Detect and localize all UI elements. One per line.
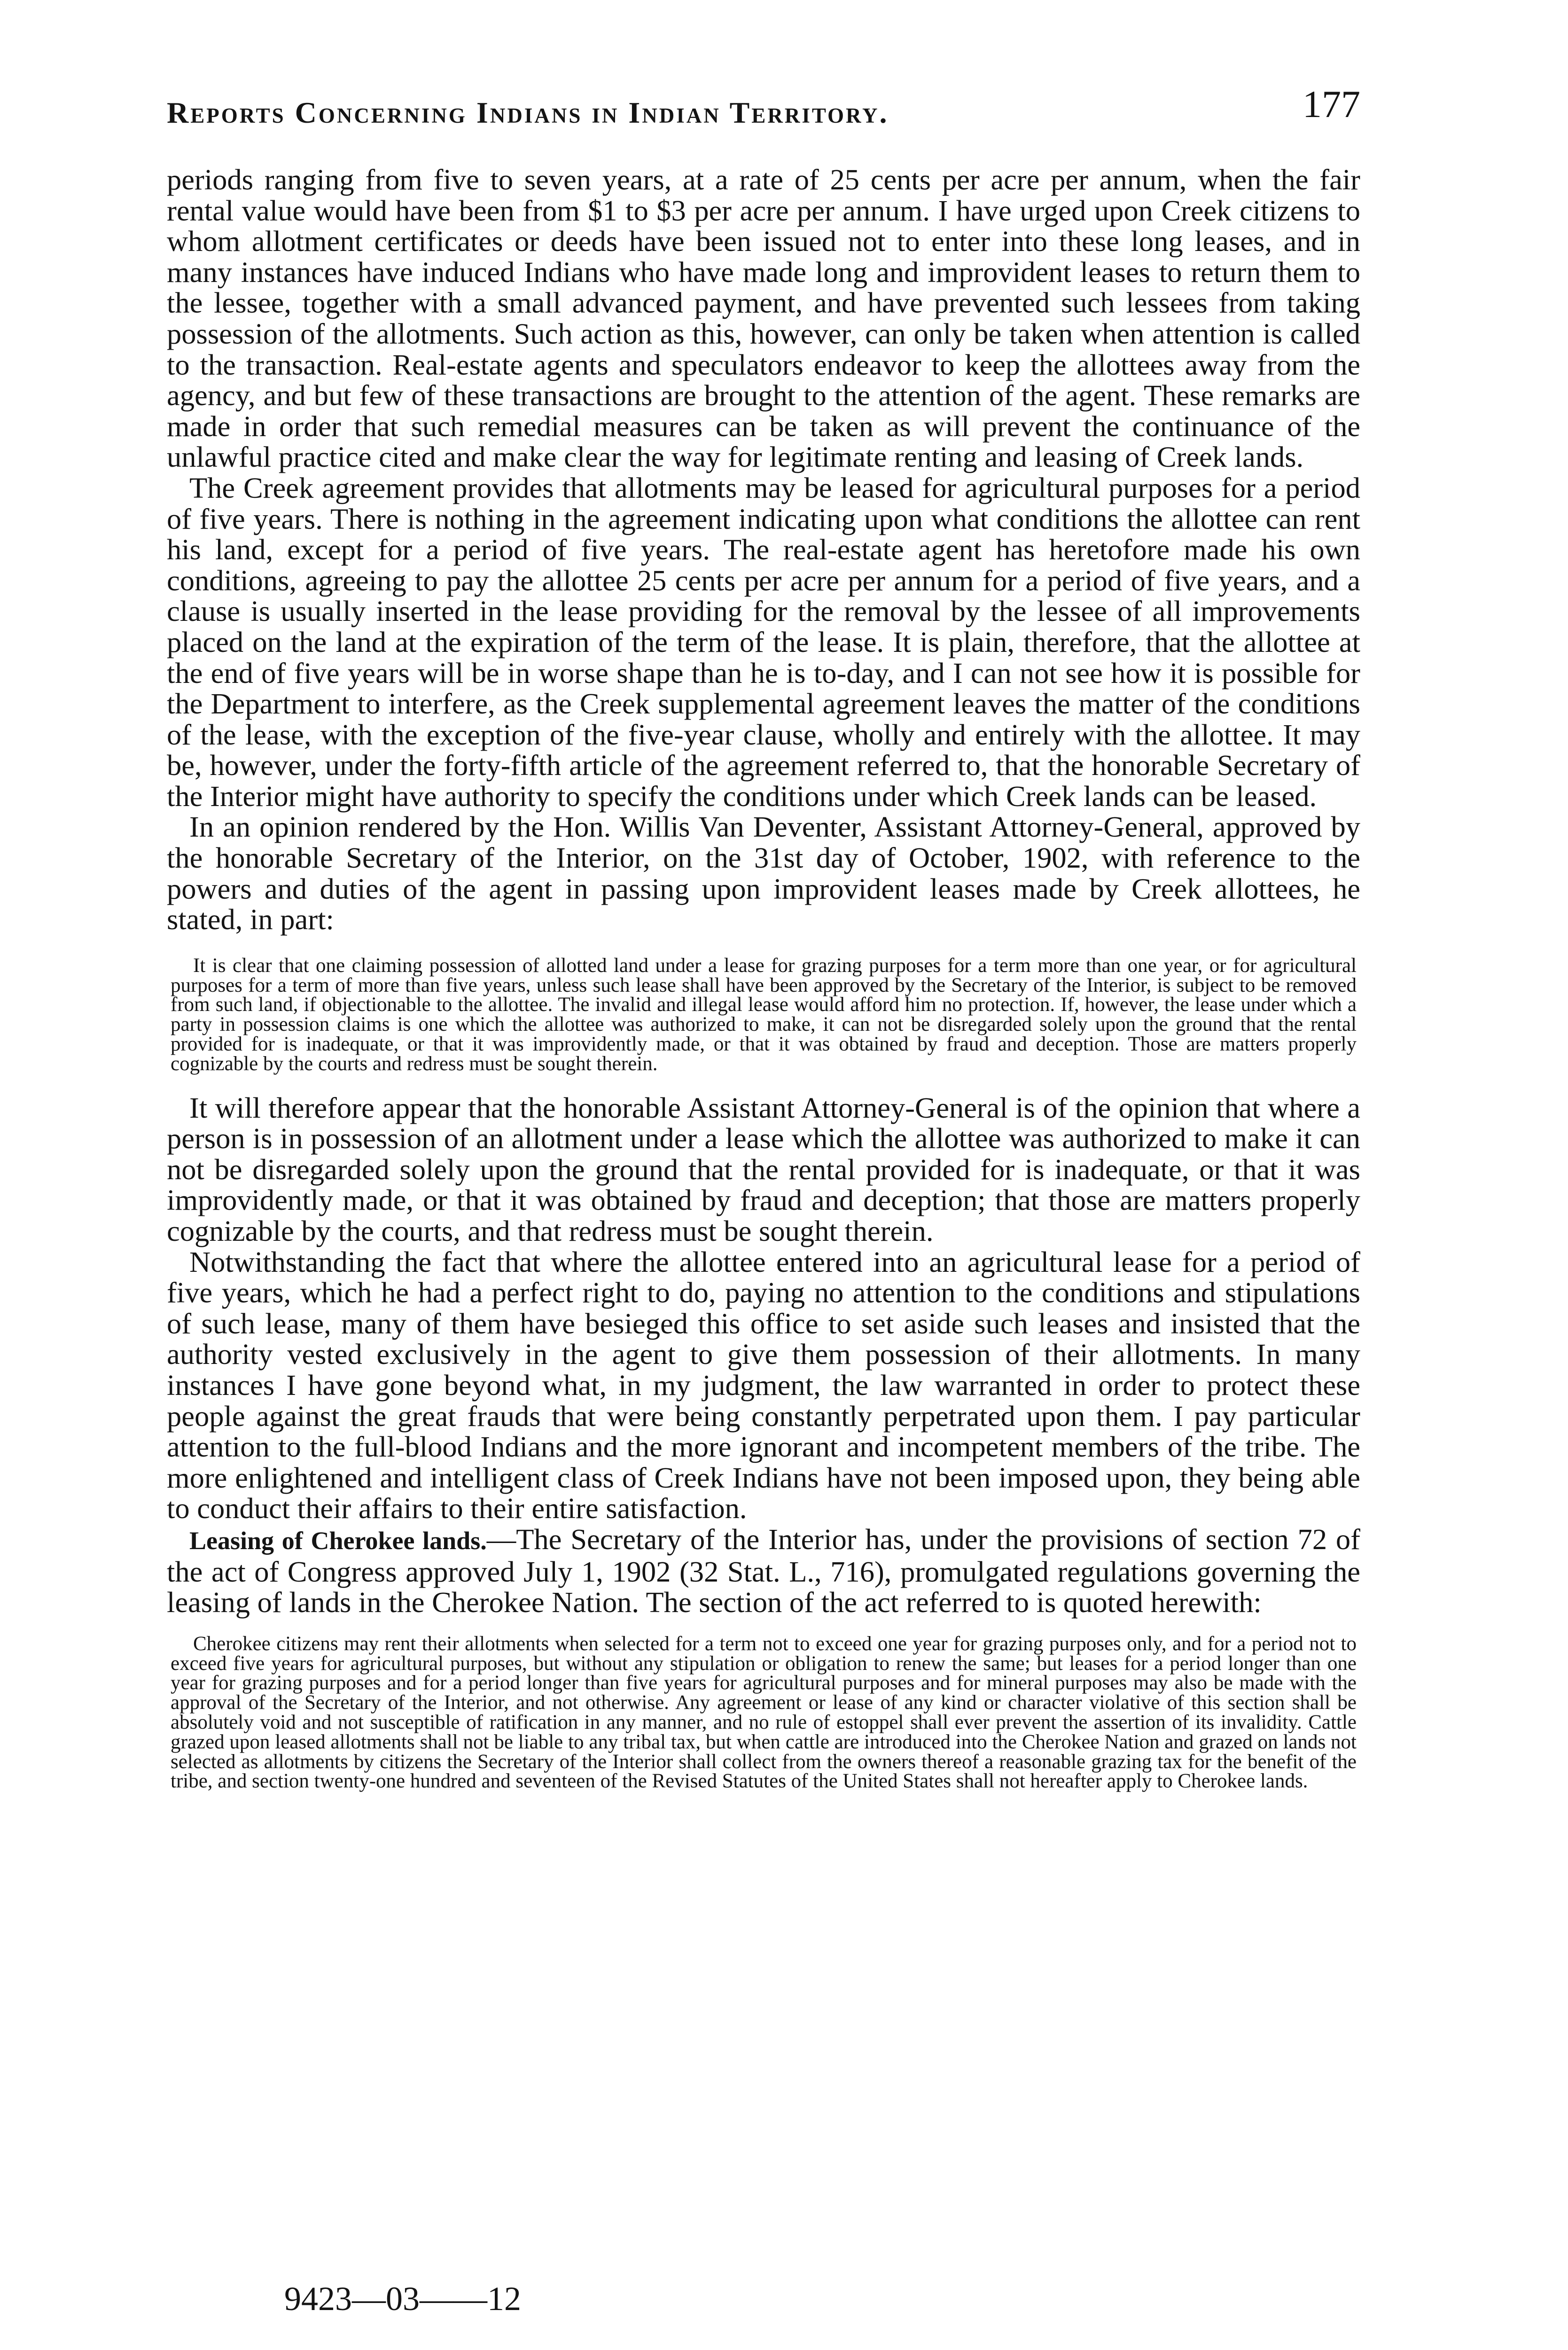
paragraph-notwithstanding: Notwithstanding the fact that where the allottee entered into an agricultural lease for a period of five years, which he had a perfect right to do, paying no attention to the conditions and stipulations of such lease, many of them have besieged this office to set aside such leases and insisted that the authority vested exclusively in the agent to give them possession of their allotments. In many instances I have gone beyond what, in my judgment, the law warranted in order to protect these people against the great frauds that were being constantly perpetrated upon them. I pay particular attention to the full-blood Indians and the more ignorant and incompetent members of the tribe. The more enlightened and intelligent class of Creek Indians have not been imposed upon, they being able to conduct their affairs to their entire satisfaction. xyxy=(167,1245,1360,1525)
paragraph-continuation: periods ranging from five to seven years, at a rate of 25 cents per acre per annum, when the fair rental value would have been from $1 to $3 per acre per annum. I have urged upon Creek citizens to whom allotment certificates or deeds have been issued not to enter into these long leases, and in many instances have induced Indians who have made long and improvident leases to return them to the lessee, together with a small advanced payment, and have prevented such lessees from taking possession of the allotments. Such action as this, however, can only be taken when attention is called to the transaction. Real-estate agents and speculators endeavor to keep the allottees away from the agency, and but few of these transactions are brought to the attention of the agent. These remarks are made in order that such remedial measures can be taken as will prevent the continuance of the unlawful practice cited and make clear the way for legitimate renting and leasing of Creek lands. xyxy=(167,163,1360,474)
running-head: Reports Concerning Indians in Indian Territory. xyxy=(167,96,889,129)
paragraph-opinion-summary: It will therefore appear that the honorable Assistant Attorney-General is of the opinion that where a person is in possession of an allotment under a lease which the allottee was authorized to make it can not be disregarded solely upon the ground that the rental provided for is inadequate, or that it was improvidently made, or that it was obtained by fraud and deception; that those are matters properly cognizable by the courts, and that redress must be sought therein. xyxy=(167,1091,1360,1247)
body-text xyxy=(167,164,1360,1791)
block-quote-opinion: It is clear that one claiming possession of allotted land under a lease for grazing purposes for a term more than one year, or for agricultural purposes for a term of more than five years, unless such lease shall have been approved by the Secretary of the Interior, is subject to be removed from such land, if objectionable to the allottee. The invalid and illegal lease would afford him no protection. If, however, the lease under which a party in possession claims is one which the allottee was authorized to make, it can not be disregarded solely upon the ground that the rental provided for is inadequate, or that it was improvidently made, or that it was obtained by fraud and deception. Those are matters properly cognizable by the courts and redress must be sought therein. xyxy=(171,954,1357,1075)
signature-mark: 9423—03——12 xyxy=(284,2280,521,2318)
paragraph-opinion-intro: In an opinion rendered by the Hon. Willis Van Deventer, Assistant Attorney-General, approved by the honorable Secretary of the Interior, on the 31st day of October, 1902, with reference to the powers and duties of the agent in passing upon improvident leases made by Creek allottees, he stated, in part: xyxy=(167,810,1360,936)
paragraph-creek-agreement: The Creek agreement provides that allotments may be leased for agricultural purposes for a period of five years. There is nothing in the agreement indicating upon what conditions the allottee can rent his land, except for a period of five years. The real-estate agent has heretofore made his own conditions, agreeing to pay the allottee 25 cents per acre per annum for a period of five years, and a clause is usually inserted in the lease providing for the removal by the lessee of all improvements placed on the land at the expiration of the term of the lease. It is plain, therefore, that the allottee at the end of five years will be in worse shape than he is to-day, and I can not see how it is possible for the Department to interfere, as the Creek supplemental agreement leaves the matter of the conditions of the lease, with the exception of the five-year clause, wholly and entirely with the allottee. It may be, however, under the forty-fifth article of the agreement referred to, that the honorable Secretary of the Interior might have authority to specify the conditions under which Creek lands can be leased. xyxy=(167,471,1360,813)
paragraph-cherokee-leasing xyxy=(167,1524,1360,1618)
section-side-heading: Leasing of Cherokee lands. xyxy=(189,1526,487,1555)
paragraph-cherokee-leasing-text: —The Secretary of the Interior has, under the provisions of section 72 of the act of Congress approved July 1, 1902 (32 Stat. L., 716), promulgated regulations governing the leasing of lands in the Cherokee Nation. The section of the act referred to is quoted herewith: xyxy=(167,1522,1360,1619)
page-number: 177 xyxy=(1303,83,1360,125)
block-quote-statute: Cherokee citizens may rent their allotments when selected for a term not to exceed one year for grazing purposes only, and for a period not to exceed five years for agricultural purposes, but without any stipulation or obligation to renew the same; but leases for a period longer than one year for grazing purposes and for a period longer than five years for agricultural purposes and for mineral purposes may also be made with the approval of the Secretary of the Interior, and not otherwise. Any agreement or lease of any kind or character violative of this section shall be absolutely void and not susceptible of ratification in any manner, and no rule of estoppel shall ever prevent the assertion of its invalidity. Cattle grazed upon leased allotments shall not be liable to any tribal tax, but when cattle are introduced into the Cherokee Nation and grazed on lands not selected as allotments by citizens the Secretary of the Interior shall collect from the owners thereof a reasonable grazing tax for the benefit of the tribe, and section twenty-one hundred and seventeen of the Revised Statutes of the United States shall not hereafter apply to Cherokee lands. xyxy=(171,1632,1357,1793)
page-header xyxy=(167,82,1360,139)
